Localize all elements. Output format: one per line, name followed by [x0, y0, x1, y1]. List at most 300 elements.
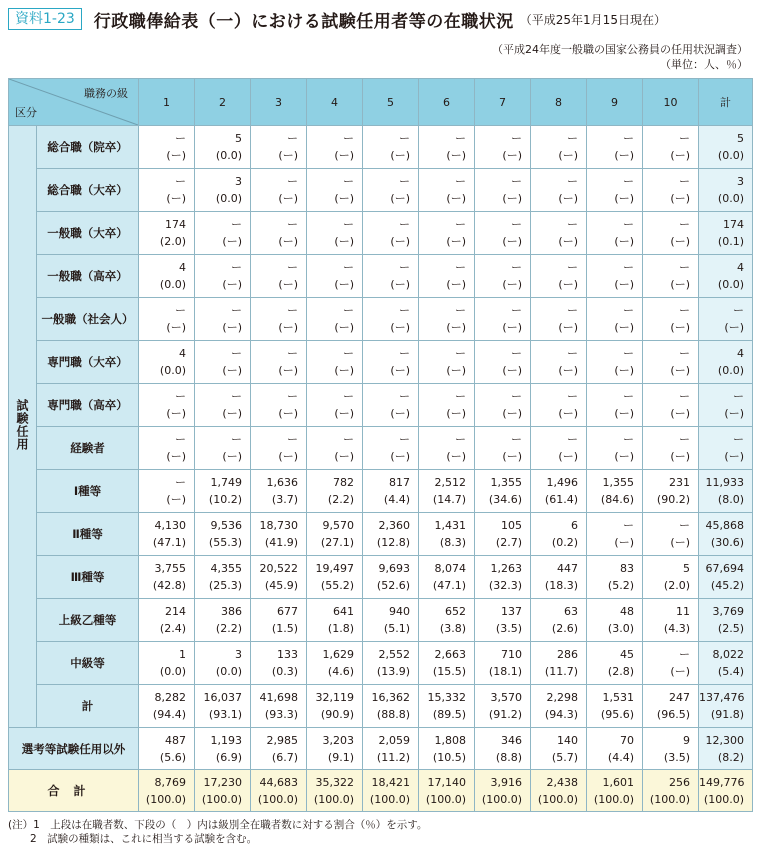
count-value: 4	[179, 347, 186, 360]
percent-value: (8.2)	[717, 750, 744, 764]
count-value: 3,769	[712, 605, 744, 618]
count-value: 5	[737, 132, 744, 145]
group-label-text: 試験任用	[15, 399, 29, 451]
table-cell	[307, 212, 363, 255]
table-cell	[531, 298, 587, 341]
count-value: ー	[343, 132, 354, 145]
count-value: ー	[399, 132, 410, 145]
table-cell	[531, 255, 587, 298]
percent-value: (ー)	[446, 149, 466, 162]
percent-value: (2.8)	[607, 665, 634, 678]
count-value: ー	[733, 304, 744, 317]
table-cell	[307, 298, 363, 341]
percent-value: (3.5)	[663, 750, 690, 764]
table-cell	[587, 126, 643, 169]
table-cell	[139, 685, 195, 728]
row-label: 中級等	[37, 642, 139, 685]
count-value: 48	[620, 605, 634, 618]
table-cell	[587, 212, 643, 255]
table-cell	[139, 169, 195, 212]
count-value: 2,552	[378, 648, 410, 661]
percent-value: (ー)	[670, 235, 690, 248]
count-value: 3,755	[154, 562, 186, 575]
percent-value: (ー)	[614, 364, 634, 377]
percent-value: (0.0)	[717, 149, 744, 162]
corner-header	[9, 79, 139, 126]
table-cell	[587, 470, 643, 513]
count-value: 17,140	[427, 775, 466, 789]
percent-value: (90.2)	[656, 493, 690, 506]
table-cell	[587, 642, 643, 685]
count-value: ー	[567, 261, 578, 274]
table-cell	[419, 599, 475, 642]
table-cell	[307, 341, 363, 384]
table-cell	[475, 728, 531, 770]
table-cell	[643, 427, 699, 470]
count-value: ー	[511, 433, 522, 446]
percent-value: (ー)	[334, 407, 354, 420]
percent-value: (30.6)	[710, 536, 744, 549]
table-cell	[475, 169, 531, 212]
percent-value: (0.0)	[717, 364, 744, 377]
source-survey: （平成24年度一般職の国家公務員の任用状況調査）	[492, 43, 748, 56]
percent-value: (100.0)	[257, 792, 298, 806]
count-value: 32,119	[315, 691, 354, 704]
count-value: ー	[175, 390, 186, 403]
count-value: 1,749	[210, 476, 242, 489]
percent-value: (4.4)	[383, 493, 410, 506]
table-cell	[531, 341, 587, 384]
percent-value: (11.2)	[376, 750, 410, 764]
table-cell	[699, 298, 753, 341]
count-value: 2,059	[378, 733, 410, 747]
percent-value: (ー)	[502, 149, 522, 162]
table-cell	[643, 556, 699, 599]
table-row	[9, 642, 753, 685]
count-value: ー	[679, 519, 690, 532]
percent-value: (2.4)	[159, 622, 186, 635]
table-cell	[419, 169, 475, 212]
percent-value: (34.6)	[488, 493, 522, 506]
row-label: Ⅲ種等	[37, 556, 139, 599]
percent-value: (100.0)	[537, 792, 578, 806]
percent-value: (91.2)	[488, 708, 522, 721]
count-value: ー	[623, 132, 634, 145]
percent-value: (ー)	[724, 450, 744, 463]
percent-value: (95.6)	[600, 708, 634, 721]
count-value: 1,629	[322, 648, 354, 661]
percent-value: (47.1)	[432, 579, 466, 592]
table-cell	[251, 728, 307, 770]
percent-value: (ー)	[446, 407, 466, 420]
count-value: 174	[723, 218, 744, 231]
count-value: 1	[179, 648, 186, 661]
percent-value: (ー)	[502, 278, 522, 291]
percent-value: (ー)	[724, 407, 744, 420]
table-cell	[363, 126, 419, 169]
count-value: 9	[683, 733, 690, 747]
table-cell	[475, 341, 531, 384]
percent-value: (ー)	[670, 364, 690, 377]
table-row	[9, 255, 753, 298]
percent-value: (ー)	[446, 278, 466, 291]
percent-value: (18.3)	[544, 579, 578, 592]
percent-value: (ー)	[502, 364, 522, 377]
table-cell	[643, 126, 699, 169]
percent-value: (84.6)	[600, 493, 634, 506]
percent-value: (0.0)	[215, 665, 242, 678]
count-value: 3	[235, 175, 242, 188]
percent-value: (13.9)	[376, 665, 410, 678]
table-cell	[307, 642, 363, 685]
table-cell	[699, 341, 753, 384]
count-value: ー	[455, 433, 466, 446]
count-value: ー	[623, 433, 634, 446]
percent-value: (ー)	[502, 235, 522, 248]
count-value: 63	[564, 605, 578, 618]
column-header: 9	[587, 79, 643, 126]
count-value: ー	[343, 390, 354, 403]
count-value: ー	[231, 304, 242, 317]
table-cell	[419, 384, 475, 427]
count-value: 137,476	[699, 691, 745, 704]
count-value: ー	[511, 175, 522, 188]
count-value: 44,683	[259, 775, 298, 789]
percent-value: (ー)	[558, 364, 578, 377]
percent-value: (0.0)	[215, 149, 242, 162]
percent-value: (ー)	[558, 321, 578, 334]
row-label: 経験者	[37, 427, 139, 470]
percent-value: (ー)	[278, 149, 298, 162]
count-value: ー	[623, 347, 634, 360]
percent-value: (ー)	[670, 407, 690, 420]
table-cell	[251, 255, 307, 298]
count-value: ー	[231, 390, 242, 403]
count-value: 15,332	[427, 691, 466, 704]
table-cell	[587, 770, 643, 812]
percent-value: (2.5)	[717, 622, 744, 635]
count-value: 447	[557, 562, 578, 575]
table-cell	[195, 728, 251, 770]
percent-value: (ー)	[334, 192, 354, 205]
count-value: 18,421	[371, 775, 410, 789]
column-header: 6	[419, 79, 475, 126]
table-cell	[195, 427, 251, 470]
table-cell	[475, 427, 531, 470]
count-value: ー	[511, 390, 522, 403]
percent-value: (25.3)	[208, 579, 242, 592]
table-cell	[475, 642, 531, 685]
table-cell	[251, 685, 307, 728]
count-value: ー	[287, 390, 298, 403]
table-cell	[643, 728, 699, 770]
table-cell	[195, 513, 251, 556]
count-value: 18,730	[259, 519, 298, 532]
percent-value: (ー)	[558, 235, 578, 248]
percent-value: (0.0)	[717, 192, 744, 205]
count-value: 8,769	[154, 775, 186, 789]
percent-value: (ー)	[390, 321, 410, 334]
percent-value: (3.0)	[607, 622, 634, 635]
percent-value: (0.0)	[159, 665, 186, 678]
table-cell	[699, 556, 753, 599]
table-cell	[139, 427, 195, 470]
count-value: 940	[389, 605, 410, 618]
row-label: 一般職（大卒）	[37, 212, 139, 255]
footnotes	[8, 818, 427, 846]
table-cell	[699, 470, 753, 513]
count-value: ー	[679, 132, 690, 145]
table-cell	[139, 599, 195, 642]
percent-value: (5.2)	[607, 579, 634, 592]
percent-value: (0.0)	[159, 364, 186, 377]
table-row	[9, 212, 753, 255]
table-cell	[195, 341, 251, 384]
percent-value: (10.5)	[432, 750, 466, 764]
count-value: ー	[623, 261, 634, 274]
table-cell	[531, 212, 587, 255]
percent-value: (ー)	[614, 407, 634, 420]
header-row	[9, 79, 753, 126]
count-value: ー	[679, 390, 690, 403]
column-header: 10	[643, 79, 699, 126]
table-cell	[699, 384, 753, 427]
percent-value: (2.7)	[495, 536, 522, 549]
count-value: ー	[399, 175, 410, 188]
table-cell	[531, 427, 587, 470]
table-cell	[531, 770, 587, 812]
percent-value: (4.6)	[327, 665, 354, 678]
table-cell	[363, 212, 419, 255]
count-value: 41,698	[259, 691, 298, 704]
count-value: ー	[399, 390, 410, 403]
count-value: 3	[235, 648, 242, 661]
column-header: 2	[195, 79, 251, 126]
table-cell	[307, 255, 363, 298]
count-value: 3,916	[490, 775, 522, 789]
column-header: 3	[251, 79, 307, 126]
table-cell	[363, 513, 419, 556]
unit-note: （単位：人、％）	[660, 58, 748, 71]
percent-value: (ー)	[278, 235, 298, 248]
count-value: 2,985	[266, 733, 298, 747]
table-cell	[587, 169, 643, 212]
percent-value: (8.8)	[495, 750, 522, 764]
count-value: 17,230	[203, 775, 242, 789]
percent-value: (42.8)	[152, 579, 186, 592]
percent-value: (55.3)	[208, 536, 242, 549]
table-cell	[587, 685, 643, 728]
count-value: ー	[455, 261, 466, 274]
table-cell	[195, 384, 251, 427]
percent-value: (41.9)	[264, 536, 298, 549]
column-header: 5	[363, 79, 419, 126]
percent-value: (ー)	[222, 364, 242, 377]
row-label: 合計	[9, 770, 139, 812]
table-cell	[475, 126, 531, 169]
percent-value: (94.3)	[544, 708, 578, 721]
percent-value: (6.9)	[215, 750, 242, 764]
table-cell	[307, 556, 363, 599]
table-row	[9, 126, 753, 169]
count-value: ー	[231, 347, 242, 360]
count-value: ー	[511, 347, 522, 360]
table-cell	[587, 556, 643, 599]
count-value: 9,570	[322, 519, 354, 532]
table-cell	[643, 513, 699, 556]
count-value: ー	[231, 433, 242, 446]
table-cell	[475, 685, 531, 728]
percent-value: (ー)	[278, 450, 298, 463]
table-cell	[139, 298, 195, 341]
count-value: ー	[623, 304, 634, 317]
count-value: 641	[333, 605, 354, 618]
table-row-grand-total	[9, 770, 753, 812]
percent-value: (90.9)	[320, 708, 354, 721]
table-cell	[139, 770, 195, 812]
count-value: ー	[623, 175, 634, 188]
percent-value: (100.0)	[145, 792, 186, 806]
table-cell	[363, 770, 419, 812]
percent-value: (55.2)	[320, 579, 354, 592]
table-row	[9, 298, 753, 341]
percent-value: (1.8)	[327, 622, 354, 635]
table-cell	[419, 255, 475, 298]
count-value: ー	[399, 218, 410, 231]
percent-value: (3.5)	[495, 622, 522, 635]
percent-value: (ー)	[166, 149, 186, 162]
percent-value: (ー)	[166, 321, 186, 334]
percent-value: (ー)	[614, 235, 634, 248]
column-header: 計	[699, 79, 753, 126]
count-value: 1,355	[490, 476, 522, 489]
count-value: ー	[175, 132, 186, 145]
category-header: 区分	[15, 106, 37, 119]
table-cell	[699, 770, 753, 812]
table-cell	[363, 556, 419, 599]
table-cell	[419, 212, 475, 255]
table-cell	[475, 212, 531, 255]
percent-value: (ー)	[390, 149, 410, 162]
count-value: 2,438	[546, 775, 578, 789]
count-value: ー	[343, 304, 354, 317]
table-cell	[307, 126, 363, 169]
table-cell	[475, 384, 531, 427]
percent-value: (ー)	[334, 450, 354, 463]
footnote-1: (注）1 上段は在職者数、下段の（ ）内は級別全在職者数に対する割合（％）を示す。	[8, 819, 428, 831]
count-value: ー	[455, 175, 466, 188]
table-cell	[363, 341, 419, 384]
table-cell	[643, 384, 699, 427]
percent-value: (ー)	[446, 192, 466, 205]
percent-value: (ー)	[222, 407, 242, 420]
count-value: 5	[235, 132, 242, 145]
count-value: 3,203	[322, 733, 354, 747]
count-value: 5	[683, 562, 690, 575]
count-value: 9,693	[378, 562, 410, 575]
percent-value: (15.5)	[432, 665, 466, 678]
table-cell	[643, 470, 699, 513]
percent-value: (ー)	[446, 321, 466, 334]
table-cell	[475, 770, 531, 812]
table-cell	[531, 642, 587, 685]
count-value: ー	[399, 261, 410, 274]
count-value: ー	[175, 175, 186, 188]
table-cell	[139, 212, 195, 255]
table-cell	[195, 642, 251, 685]
count-value: 35,322	[315, 775, 354, 789]
count-value: 70	[620, 733, 634, 747]
count-value: 140	[557, 733, 578, 747]
row-label: Ⅱ種等	[37, 513, 139, 556]
table-cell	[195, 298, 251, 341]
table-cell	[139, 384, 195, 427]
table-cell	[195, 212, 251, 255]
table-cell	[195, 169, 251, 212]
count-value: 8,074	[434, 562, 466, 575]
percent-value: (ー)	[558, 149, 578, 162]
count-value: ー	[679, 347, 690, 360]
column-header: 4	[307, 79, 363, 126]
count-value: 1,808	[434, 733, 466, 747]
table-row	[9, 513, 753, 556]
count-value: 487	[165, 733, 186, 747]
table-cell	[363, 599, 419, 642]
percent-value: (100.0)	[313, 792, 354, 806]
table-cell	[475, 298, 531, 341]
percent-value: (ー)	[724, 321, 744, 334]
percent-value: (0.0)	[159, 278, 186, 291]
percent-value: (2.2)	[327, 493, 354, 506]
count-value: ー	[679, 218, 690, 231]
count-value: ー	[679, 304, 690, 317]
count-value: 8,282	[154, 691, 186, 704]
percent-value: (5.1)	[383, 622, 410, 635]
percent-value: (ー)	[502, 321, 522, 334]
percent-value: (2.2)	[215, 622, 242, 635]
count-value: ー	[623, 218, 634, 231]
grade-header: 職務の級	[84, 87, 128, 100]
count-value: 2,512	[434, 476, 466, 489]
row-label: 選考等試験任用以外	[9, 728, 139, 770]
table-cell	[643, 341, 699, 384]
row-label: 総合職（大卒）	[37, 169, 139, 212]
count-value: 1,636	[266, 476, 298, 489]
table-cell	[531, 513, 587, 556]
percent-value: (0.2)	[551, 536, 578, 549]
table-cell	[195, 599, 251, 642]
percent-value: (ー)	[446, 235, 466, 248]
count-value: ー	[623, 390, 634, 403]
percent-value: (93.3)	[264, 708, 298, 721]
table-cell	[699, 169, 753, 212]
table-cell	[307, 513, 363, 556]
table-cell	[531, 126, 587, 169]
percent-value: (ー)	[222, 278, 242, 291]
count-value: ー	[287, 304, 298, 317]
percent-value: (8.3)	[439, 536, 466, 549]
percent-value: (8.0)	[717, 493, 744, 506]
percent-value: (ー)	[166, 407, 186, 420]
row-label: 専門職（大卒）	[37, 341, 139, 384]
count-value: 11,933	[705, 476, 744, 489]
count-value: ー	[287, 261, 298, 274]
percent-value: (10.2)	[208, 493, 242, 506]
count-value: 133	[277, 648, 298, 661]
count-value: ー	[287, 132, 298, 145]
count-value: ー	[343, 218, 354, 231]
table-cell	[307, 728, 363, 770]
